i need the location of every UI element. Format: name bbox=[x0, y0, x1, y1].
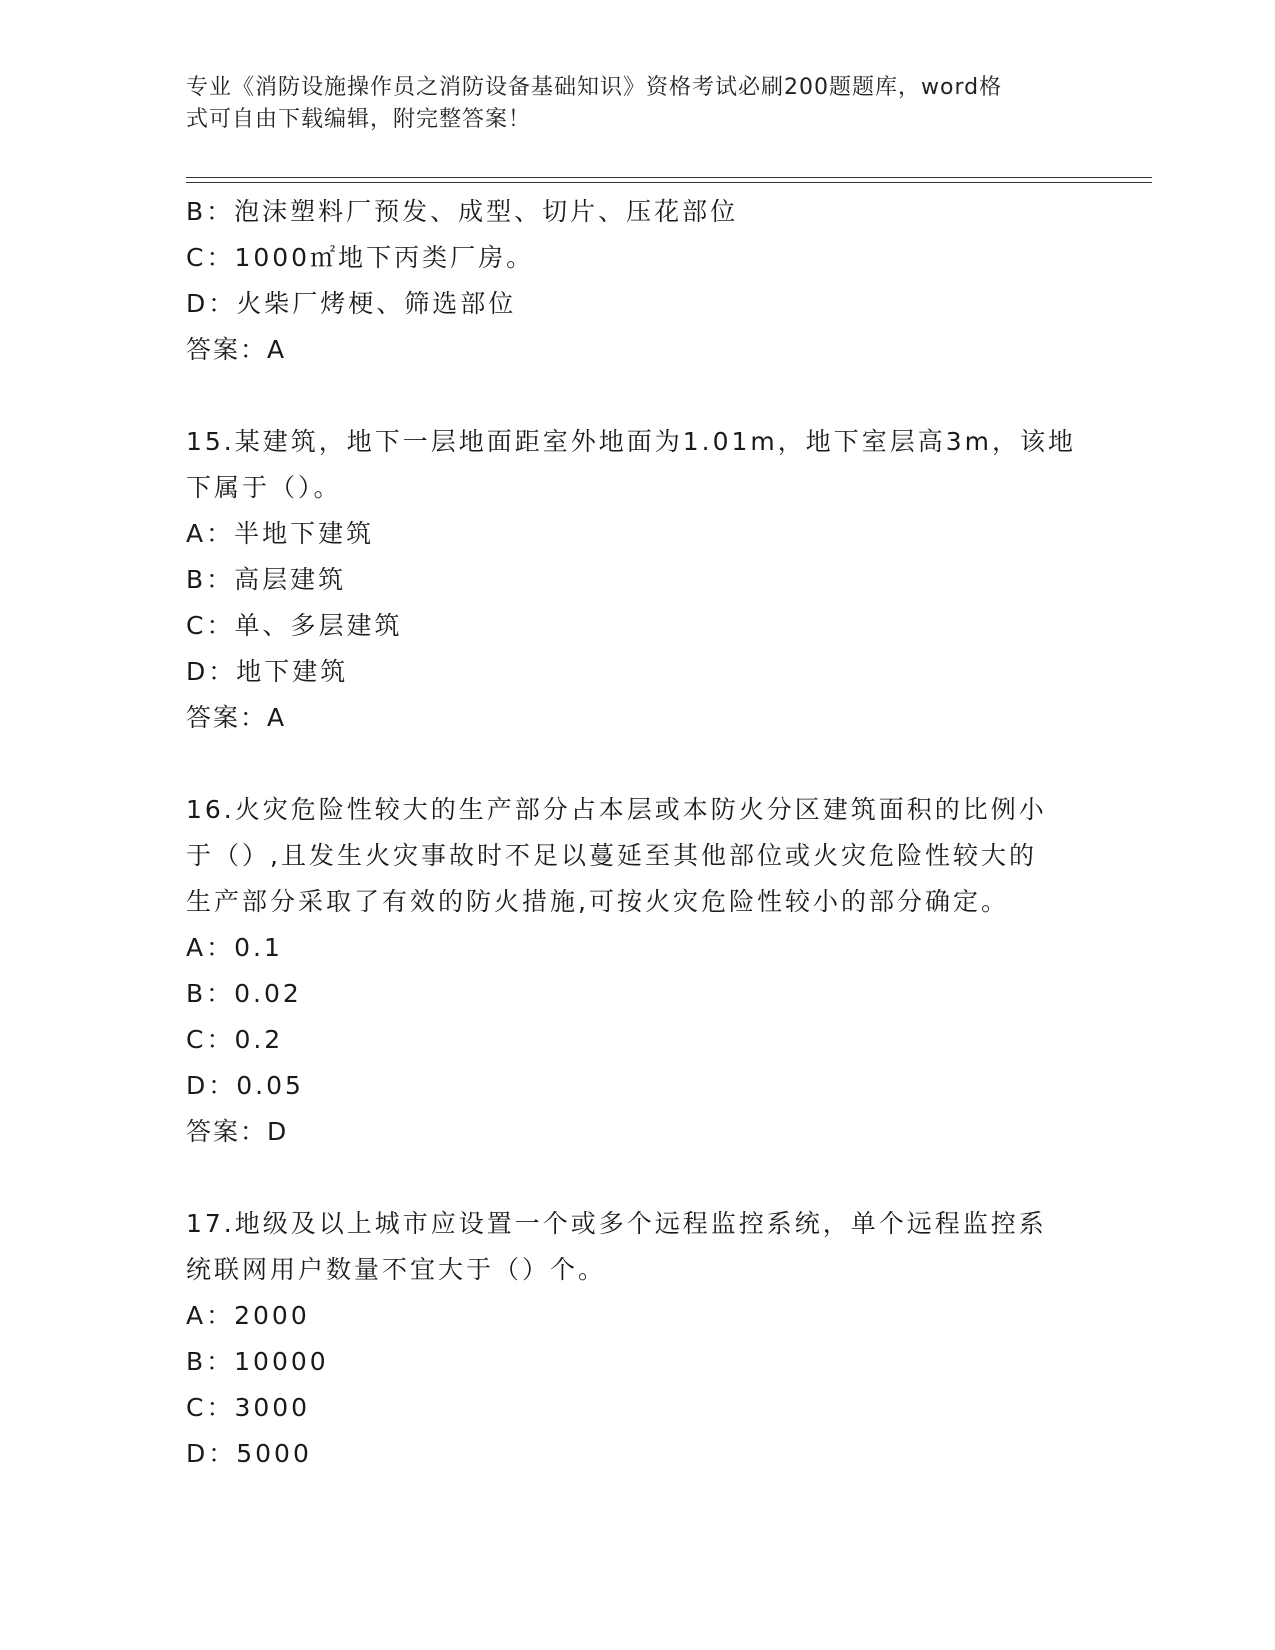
option-c: C：1000㎡地下丙类厂房。 bbox=[186, 243, 535, 272]
option-c: C：0.2 bbox=[186, 1025, 284, 1054]
question-text-line: 15.某建筑，地下一层地面距室外地面为1.01m，地下室层高3m，该地 bbox=[186, 427, 1077, 456]
question-14-continued bbox=[186, 189, 1086, 373]
option-b: B：高层建筑 bbox=[186, 565, 347, 594]
option-a: A：半地下建筑 bbox=[186, 519, 375, 548]
answer-line: 答案：A bbox=[186, 703, 287, 732]
option-c: C：单、多层建筑 bbox=[186, 611, 403, 640]
document-header bbox=[186, 72, 1086, 136]
header-divider-bottom bbox=[186, 182, 1152, 183]
spacer bbox=[186, 741, 1086, 787]
option-c: C：3000 bbox=[186, 1393, 311, 1422]
question-list bbox=[186, 189, 1086, 1477]
option-d: D：0.05 bbox=[186, 1071, 304, 1100]
question-16 bbox=[186, 787, 1086, 1155]
header-line-1: 专业《消防设施操作员之消防设备基础知识》资格考试必刷200题题库，word格 bbox=[186, 75, 1003, 100]
option-b: B：10000 bbox=[186, 1347, 329, 1376]
question-text-line: 生产部分采取了有效的防火措施,可按火灾危险性较小的部分确定。 bbox=[186, 887, 1009, 916]
question-15 bbox=[186, 419, 1086, 741]
question-17 bbox=[186, 1201, 1086, 1477]
option-a: A：0.1 bbox=[186, 933, 283, 962]
option-d: D：地下建筑 bbox=[186, 657, 349, 686]
answer-line: 答案：A bbox=[186, 335, 287, 364]
spacer bbox=[186, 373, 1086, 419]
header-line-2: 式可自由下载编辑，附完整答案！ bbox=[186, 107, 532, 132]
question-text-line: 16.火灾危险性较大的生产部分占本层或本防火分区建筑面积的比例小 bbox=[186, 795, 1047, 824]
option-a: A：2000 bbox=[186, 1301, 310, 1330]
option-d: D：火柴厂烤梗、筛选部位 bbox=[186, 289, 517, 318]
option-b: B：0.02 bbox=[186, 979, 302, 1008]
question-text-line: 于（）,且发生火灾事故时不足以蔓延至其他部位或火灾危险性较大的 bbox=[186, 841, 1037, 870]
question-text-line: 17.地级及以上城市应设置一个或多个远程监控系统，单个远程监控系 bbox=[186, 1209, 1047, 1238]
option-d: D：5000 bbox=[186, 1439, 312, 1468]
header-divider-top bbox=[186, 177, 1152, 178]
answer-line: 答案：D bbox=[186, 1117, 289, 1146]
question-text-line: 统联网用户数量不宜大于（）个。 bbox=[186, 1255, 607, 1284]
question-text-line: 下属于（）。 bbox=[186, 473, 342, 502]
spacer bbox=[186, 1155, 1086, 1201]
option-b: B：泡沫塑料厂预发、成型、切片、压花部位 bbox=[186, 197, 739, 226]
